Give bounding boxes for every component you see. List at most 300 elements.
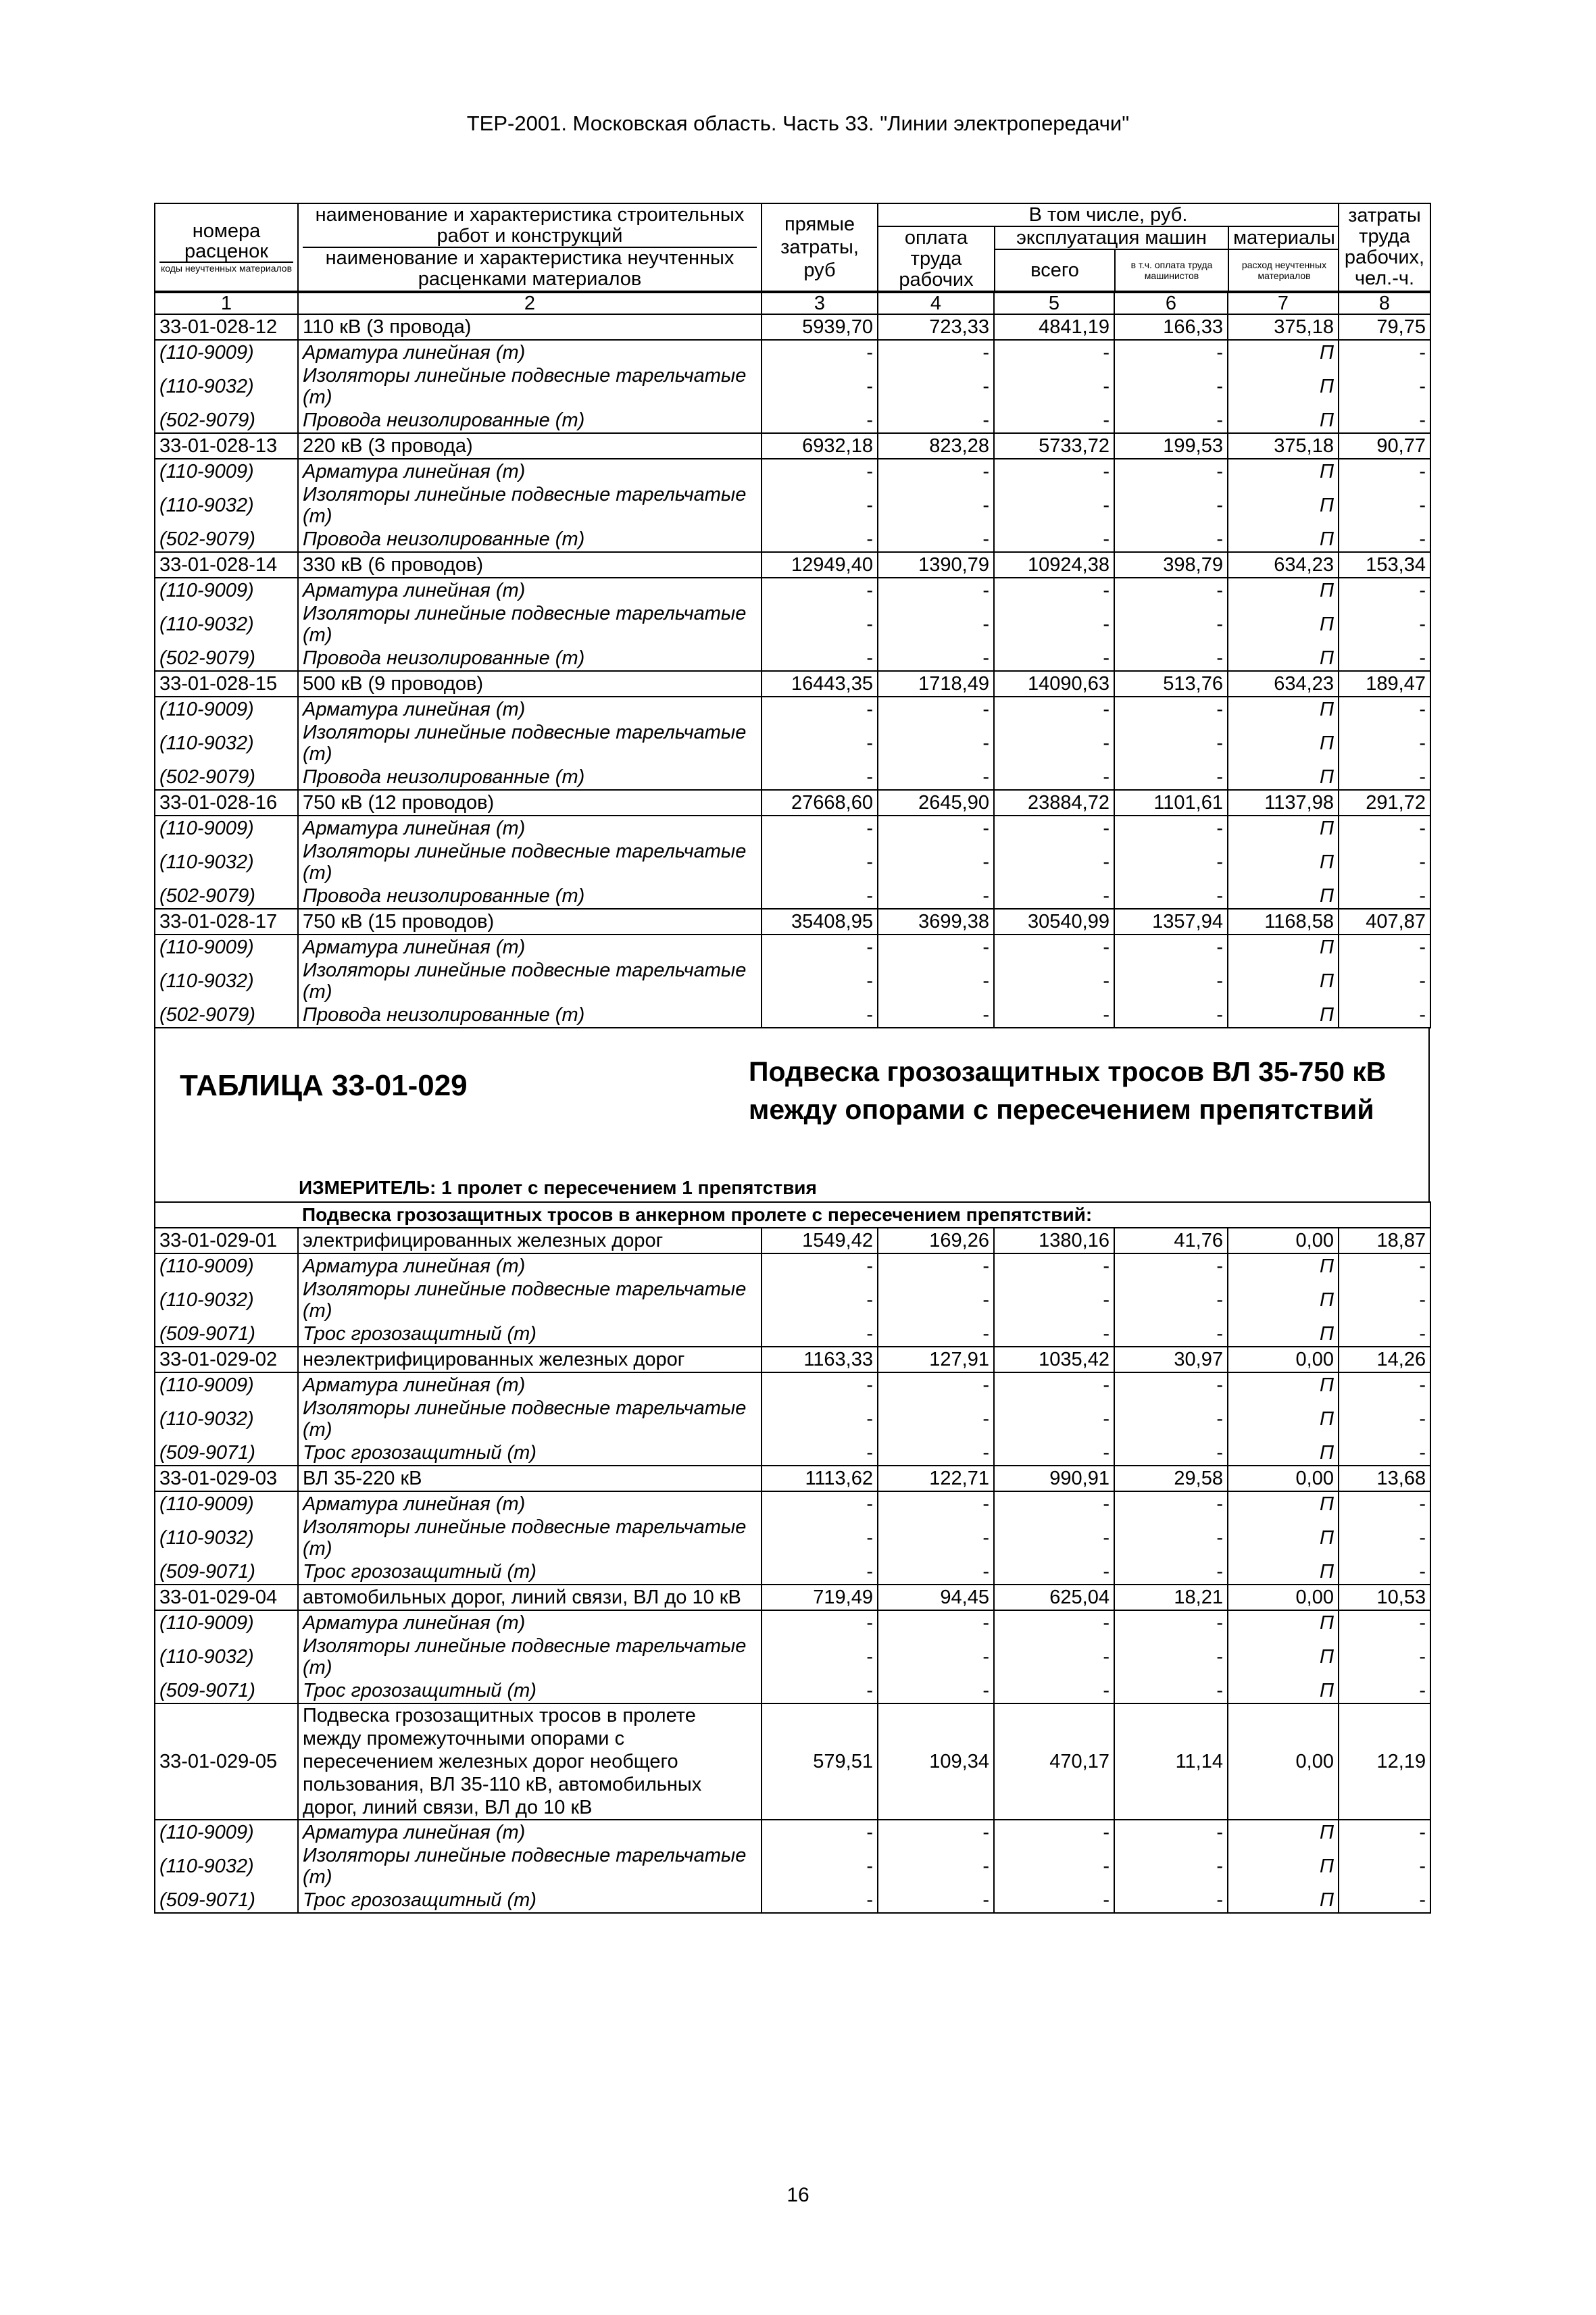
material-name: Провода неизолированные (т) bbox=[298, 1003, 762, 1028]
dash-cell: - bbox=[878, 816, 994, 841]
dash-cell: - bbox=[1339, 816, 1430, 841]
dash-cell: - bbox=[762, 1278, 878, 1322]
rate-row bbox=[155, 314, 1430, 340]
material-name: Арматура линейная (т) bbox=[298, 1372, 762, 1397]
material-name: Провода неизолированные (т) bbox=[298, 408, 762, 433]
rate-name: 110 кВ (3 провода) bbox=[298, 314, 762, 340]
material-row bbox=[155, 1516, 1430, 1560]
material-name: Провода неизолированные (т) bbox=[298, 765, 762, 790]
dash-cell: - bbox=[994, 484, 1114, 527]
material-name: Арматура линейная (т) bbox=[298, 1610, 762, 1635]
dash-cell: - bbox=[762, 484, 878, 527]
dash-cell: - bbox=[1339, 1253, 1430, 1278]
material-mark: П bbox=[1228, 1491, 1339, 1516]
material-name: Провода неизолированные (т) bbox=[298, 646, 762, 671]
dash-cell: - bbox=[762, 646, 878, 671]
dash-cell: - bbox=[878, 408, 994, 433]
material-name: Трос грозозащитный (т) bbox=[298, 1441, 762, 1466]
dash-cell: - bbox=[1339, 1003, 1430, 1028]
dash-cell: - bbox=[878, 1003, 994, 1028]
rate-code: 33-01-028-14 bbox=[155, 552, 298, 578]
dash-cell: - bbox=[1114, 1635, 1228, 1678]
table-description: Подвеска грозозащитных тросов ВЛ 35-750 кВ между опорами с пересечением препятствий bbox=[749, 1056, 1387, 1125]
dash-cell: - bbox=[1114, 1820, 1228, 1845]
dash-cell: - bbox=[994, 935, 1114, 960]
material-code: (502-9079) bbox=[155, 646, 298, 671]
column-numbers-row bbox=[155, 293, 1430, 314]
rate-value-c8: 291,72 bbox=[1339, 790, 1430, 816]
material-row bbox=[155, 1253, 1430, 1278]
rate-value-c3: 1113,62 bbox=[762, 1466, 878, 1491]
material-name: Трос грозозащитный (т) bbox=[298, 1678, 762, 1703]
dash-cell: - bbox=[994, 340, 1114, 365]
material-name: Арматура линейная (т) bbox=[298, 1820, 762, 1845]
material-code: (509-9071) bbox=[155, 1678, 298, 1703]
column-number: 5 bbox=[994, 293, 1114, 314]
rate-value-c4: 94,45 bbox=[878, 1585, 994, 1610]
dash-cell: - bbox=[1339, 408, 1430, 433]
material-row bbox=[155, 765, 1430, 790]
material-row bbox=[155, 960, 1430, 1003]
rate-value-c8: 407,87 bbox=[1339, 909, 1430, 935]
dash-cell: - bbox=[1114, 1845, 1228, 1888]
rate-name: электрифицированных железных дорог bbox=[298, 1228, 762, 1253]
material-mark: П bbox=[1228, 765, 1339, 790]
col-machines-total-header: всего bbox=[995, 249, 1115, 291]
rate-value-c3: 16443,35 bbox=[762, 671, 878, 697]
rate-name: 500 кВ (9 проводов) bbox=[298, 671, 762, 697]
material-mark: П bbox=[1228, 697, 1339, 722]
dash-cell: - bbox=[1339, 884, 1430, 909]
table-33-01-029 bbox=[154, 1201, 1431, 1914]
material-row bbox=[155, 459, 1430, 484]
material-mark: П bbox=[1228, 459, 1339, 484]
dash-cell: - bbox=[994, 1845, 1114, 1888]
dash-cell: - bbox=[1114, 1888, 1228, 1913]
rates-table bbox=[154, 203, 1430, 1914]
material-mark: П bbox=[1228, 1253, 1339, 1278]
dash-cell: - bbox=[994, 408, 1114, 433]
dash-cell: - bbox=[1339, 1372, 1430, 1397]
dash-cell: - bbox=[1114, 365, 1228, 408]
material-row bbox=[155, 1560, 1430, 1585]
dash-cell: - bbox=[762, 1397, 878, 1441]
material-code: (509-9071) bbox=[155, 1888, 298, 1913]
dash-cell: - bbox=[1339, 1560, 1430, 1585]
material-code: (110-9009) bbox=[155, 816, 298, 841]
rate-value-c5: 625,04 bbox=[994, 1585, 1114, 1610]
material-name: Арматура линейная (т) bbox=[298, 1491, 762, 1516]
material-row bbox=[155, 1372, 1430, 1397]
material-row bbox=[155, 646, 1430, 671]
dash-cell: - bbox=[878, 1635, 994, 1678]
dash-cell: - bbox=[994, 1516, 1114, 1560]
material-mark: П bbox=[1228, 1560, 1339, 1585]
material-mark: П bbox=[1228, 603, 1339, 646]
material-row bbox=[155, 484, 1430, 527]
header-table bbox=[154, 203, 1431, 292]
col-unaccounted-header: расход неучтенных материалов bbox=[1241, 259, 1327, 281]
material-name: Арматура линейная (т) bbox=[298, 697, 762, 722]
dash-cell: - bbox=[1114, 527, 1228, 552]
rate-value-c7: 634,23 bbox=[1228, 671, 1339, 697]
dash-cell: - bbox=[994, 365, 1114, 408]
rate-name: автомобильных дорог, линий связи, ВЛ до 10 кВ bbox=[298, 1585, 762, 1610]
dash-cell: - bbox=[762, 1322, 878, 1347]
material-name: Провода неизолированные (т) bbox=[298, 527, 762, 552]
rate-value-c8: 13,68 bbox=[1339, 1466, 1430, 1491]
material-code: (110-9032) bbox=[155, 365, 298, 408]
material-mark: П bbox=[1228, 841, 1339, 884]
dash-cell: - bbox=[1114, 841, 1228, 884]
rate-value-c3: 12949,40 bbox=[762, 552, 878, 578]
dash-cell: - bbox=[878, 1820, 994, 1845]
rate-code: 33-01-029-04 bbox=[155, 1585, 298, 1610]
dash-cell: - bbox=[878, 1516, 994, 1560]
dash-cell: - bbox=[878, 646, 994, 671]
dash-cell: - bbox=[878, 340, 994, 365]
dash-cell: - bbox=[1114, 765, 1228, 790]
dash-cell: - bbox=[762, 578, 878, 603]
material-row bbox=[155, 1397, 1430, 1441]
dash-cell: - bbox=[1114, 1560, 1228, 1585]
column-number: 6 bbox=[1114, 293, 1228, 314]
rate-code: 33-01-029-05 bbox=[155, 1703, 298, 1820]
col-direct-header: прямые затраты, руб bbox=[762, 203, 878, 291]
dash-cell: - bbox=[878, 1560, 994, 1585]
dash-cell: - bbox=[994, 527, 1114, 552]
dash-cell: - bbox=[762, 697, 878, 722]
rate-code: 33-01-028-12 bbox=[155, 314, 298, 340]
dash-cell: - bbox=[994, 1278, 1114, 1322]
rate-value-c6: 11,14 bbox=[1114, 1703, 1228, 1820]
dash-cell: - bbox=[1114, 884, 1228, 909]
dash-cell: - bbox=[762, 527, 878, 552]
dash-cell: - bbox=[878, 1278, 994, 1322]
dash-cell: - bbox=[878, 1888, 994, 1913]
rate-row bbox=[155, 909, 1430, 935]
material-code: (110-9032) bbox=[155, 1635, 298, 1678]
material-name: Трос грозозащитный (т) bbox=[298, 1888, 762, 1913]
material-code: (502-9079) bbox=[155, 527, 298, 552]
dash-cell: - bbox=[878, 578, 994, 603]
col-labor-hours-header: затраты труда рабочих, чел.-ч. bbox=[1339, 203, 1430, 291]
dash-cell: - bbox=[1114, 935, 1228, 960]
dash-cell: - bbox=[994, 603, 1114, 646]
rate-value-c6: 18,21 bbox=[1114, 1585, 1228, 1610]
material-name: Арматура линейная (т) bbox=[298, 1253, 762, 1278]
material-mark: П bbox=[1228, 340, 1339, 365]
rate-value-c6: 199,53 bbox=[1114, 433, 1228, 459]
material-mark: П bbox=[1228, 1820, 1339, 1845]
rate-value-c4: 127,91 bbox=[878, 1347, 994, 1372]
material-name: Арматура линейная (т) bbox=[298, 459, 762, 484]
dash-cell: - bbox=[1114, 960, 1228, 1003]
material-name: Изоляторы линейные подвесные тарельчатые (т) bbox=[298, 603, 762, 646]
dash-cell: - bbox=[762, 816, 878, 841]
dash-cell: - bbox=[878, 1397, 994, 1441]
rate-value-c4: 122,71 bbox=[878, 1466, 994, 1491]
rate-value-c4: 1390,79 bbox=[878, 552, 994, 578]
dash-cell: - bbox=[762, 1253, 878, 1278]
dash-cell: - bbox=[762, 459, 878, 484]
material-row bbox=[155, 1441, 1430, 1466]
dash-cell: - bbox=[994, 1372, 1114, 1397]
rate-value-c6: 29,58 bbox=[1114, 1466, 1228, 1491]
material-mark: П bbox=[1228, 1372, 1339, 1397]
rate-value-c7: 1168,58 bbox=[1228, 909, 1339, 935]
material-code: (110-9032) bbox=[155, 1397, 298, 1441]
dash-cell: - bbox=[994, 1610, 1114, 1635]
material-mark: П bbox=[1228, 1610, 1339, 1635]
dash-cell: - bbox=[994, 1253, 1114, 1278]
dash-cell: - bbox=[762, 960, 878, 1003]
dash-cell: - bbox=[1339, 1322, 1430, 1347]
dash-cell: - bbox=[994, 960, 1114, 1003]
material-row bbox=[155, 527, 1430, 552]
dash-cell: - bbox=[1339, 578, 1430, 603]
dash-cell: - bbox=[878, 365, 994, 408]
dash-cell: - bbox=[1114, 459, 1228, 484]
material-row bbox=[155, 1635, 1430, 1678]
rate-value-c7: 0,00 bbox=[1228, 1703, 1339, 1820]
col-name-header: наименование и характеристика строительных работ и конструкций наименование и характеристика неучтенных расценками материалов bbox=[298, 203, 762, 291]
dash-cell: - bbox=[994, 1441, 1114, 1466]
dash-cell: - bbox=[1114, 816, 1228, 841]
material-row bbox=[155, 841, 1430, 884]
dash-cell: - bbox=[762, 722, 878, 765]
dash-cell: - bbox=[994, 1322, 1114, 1347]
dash-cell: - bbox=[1339, 646, 1430, 671]
dash-cell: - bbox=[994, 1397, 1114, 1441]
material-name: Арматура линейная (т) bbox=[298, 578, 762, 603]
rate-value-c5: 470,17 bbox=[994, 1703, 1114, 1820]
material-row bbox=[155, 884, 1430, 909]
material-code: (110-9009) bbox=[155, 459, 298, 484]
dash-cell: - bbox=[994, 1820, 1114, 1845]
dash-cell: - bbox=[878, 459, 994, 484]
material-code: (502-9079) bbox=[155, 884, 298, 909]
material-code: (110-9032) bbox=[155, 603, 298, 646]
dash-cell: - bbox=[878, 1678, 994, 1703]
rate-value-c4: 2645,90 bbox=[878, 790, 994, 816]
dash-cell: - bbox=[1114, 1253, 1228, 1278]
rate-value-c5: 1380,16 bbox=[994, 1228, 1114, 1253]
rate-value-c3: 579,51 bbox=[762, 1703, 878, 1820]
dash-cell: - bbox=[878, 1491, 994, 1516]
dash-cell: - bbox=[762, 603, 878, 646]
rate-value-c7: 634,23 bbox=[1228, 552, 1339, 578]
column-number: 2 bbox=[298, 293, 762, 314]
rate-value-c5: 1035,42 bbox=[994, 1347, 1114, 1372]
material-code: (110-9009) bbox=[155, 1253, 298, 1278]
rate-value-c6: 398,79 bbox=[1114, 552, 1228, 578]
dash-cell: - bbox=[994, 1888, 1114, 1913]
col-materials-header: материалы bbox=[1228, 227, 1339, 249]
table-title: ТАБЛИЦА 33-01-029 bbox=[180, 1069, 468, 1102]
dash-cell: - bbox=[994, 1003, 1114, 1028]
dash-cell: - bbox=[994, 816, 1114, 841]
dash-cell: - bbox=[994, 578, 1114, 603]
dash-cell: - bbox=[1114, 578, 1228, 603]
rate-value-c8: 79,75 bbox=[1339, 314, 1430, 340]
dash-cell: - bbox=[762, 365, 878, 408]
dash-cell: - bbox=[762, 1610, 878, 1635]
dash-cell: - bbox=[1339, 1678, 1430, 1703]
dash-cell: - bbox=[762, 1516, 878, 1560]
material-name: Трос грозозащитный (т) bbox=[298, 1322, 762, 1347]
rate-code: 33-01-028-13 bbox=[155, 433, 298, 459]
rate-value-c8: 153,34 bbox=[1339, 552, 1430, 578]
dash-cell: - bbox=[1339, 1397, 1430, 1441]
dash-cell: - bbox=[762, 935, 878, 960]
dash-cell: - bbox=[1339, 1278, 1430, 1322]
rate-row bbox=[155, 1703, 1430, 1820]
dash-cell: - bbox=[1114, 1441, 1228, 1466]
dash-cell: - bbox=[1114, 1278, 1228, 1322]
rate-value-c8: 90,77 bbox=[1339, 433, 1430, 459]
dash-cell: - bbox=[1339, 935, 1430, 960]
column-number: 3 bbox=[762, 293, 878, 314]
rate-value-c5: 30540,99 bbox=[994, 909, 1114, 935]
dash-cell: - bbox=[878, 1253, 994, 1278]
material-code: (509-9071) bbox=[155, 1560, 298, 1585]
rate-value-c7: 0,00 bbox=[1228, 1347, 1339, 1372]
material-name: Изоляторы линейные подвесные тарельчатые (т) bbox=[298, 722, 762, 765]
rate-name: 750 кВ (12 проводов) bbox=[298, 790, 762, 816]
col-group-header: В том числе, руб. оплата труда рабочих эксплуатация машин материалы всего в т.ч. оплата труда машинистов расход неучтенных материалов bbox=[878, 203, 1339, 291]
dash-cell: - bbox=[762, 765, 878, 790]
material-row bbox=[155, 935, 1430, 960]
dash-cell: - bbox=[878, 603, 994, 646]
material-code: (110-9032) bbox=[155, 1516, 298, 1560]
material-name: Арматура линейная (т) bbox=[298, 816, 762, 841]
material-mark: П bbox=[1228, 1845, 1339, 1888]
dash-cell: - bbox=[1339, 960, 1430, 1003]
material-name: Изоляторы линейные подвесные тарельчатые (т) bbox=[298, 1516, 762, 1560]
rate-value-c4: 823,28 bbox=[878, 433, 994, 459]
material-code: (509-9071) bbox=[155, 1322, 298, 1347]
dash-cell: - bbox=[1339, 1635, 1430, 1678]
rate-name: Подвеска грозозащитных тросов в пролете между промежуточными опорами с пересечением железных дорог необщего пользования, ВЛ 35-110 кВ, автомобильных дорог, линий связи, ВЛ до 10 кВ bbox=[298, 1703, 762, 1820]
material-code: (110-9009) bbox=[155, 1820, 298, 1845]
dash-cell: - bbox=[1114, 1322, 1228, 1347]
dash-cell: - bbox=[878, 1441, 994, 1466]
col-machines-header: эксплуатация машин bbox=[995, 227, 1228, 249]
dash-cell: - bbox=[878, 527, 994, 552]
material-code: (502-9079) bbox=[155, 408, 298, 433]
dash-cell: - bbox=[1114, 1491, 1228, 1516]
page-header: ТЕР-2001. Московская область. Часть 33. "Линии электропередачи" bbox=[466, 111, 1130, 135]
rate-value-c6: 166,33 bbox=[1114, 314, 1228, 340]
dash-cell: - bbox=[762, 1635, 878, 1678]
dash-cell: - bbox=[1339, 1610, 1430, 1635]
rate-row bbox=[155, 552, 1430, 578]
dash-cell: - bbox=[762, 1678, 878, 1703]
dash-cell: - bbox=[762, 1845, 878, 1888]
dash-cell: - bbox=[994, 765, 1114, 790]
dash-cell: - bbox=[762, 1372, 878, 1397]
dash-cell: - bbox=[1339, 697, 1430, 722]
measure-row bbox=[154, 1177, 1430, 1201]
dash-cell: - bbox=[878, 765, 994, 790]
dash-cell: - bbox=[762, 1003, 878, 1028]
dash-cell: - bbox=[1114, 484, 1228, 527]
dash-cell: - bbox=[1114, 1397, 1228, 1441]
dash-cell: - bbox=[762, 340, 878, 365]
rate-value-c5: 10924,38 bbox=[994, 552, 1114, 578]
rate-value-c8: 10,53 bbox=[1339, 1585, 1430, 1610]
material-mark: П bbox=[1228, 484, 1339, 527]
dash-cell: - bbox=[762, 1820, 878, 1845]
material-mark: П bbox=[1228, 816, 1339, 841]
material-mark: П bbox=[1228, 1888, 1339, 1913]
rate-value-c3: 1163,33 bbox=[762, 1347, 878, 1372]
rate-value-c4: 1718,49 bbox=[878, 671, 994, 697]
dash-cell: - bbox=[994, 1635, 1114, 1678]
dash-cell: - bbox=[1339, 722, 1430, 765]
material-code: (110-9009) bbox=[155, 1610, 298, 1635]
material-mark: П bbox=[1228, 722, 1339, 765]
material-mark: П bbox=[1228, 578, 1339, 603]
dash-cell: - bbox=[1339, 484, 1430, 527]
rate-value-c7: 0,00 bbox=[1228, 1228, 1339, 1253]
dash-cell: - bbox=[762, 884, 878, 909]
dash-cell: - bbox=[1114, 1678, 1228, 1703]
dash-cell: - bbox=[762, 1491, 878, 1516]
material-name: Изоляторы линейные подвесные тарельчатые (т) bbox=[298, 1845, 762, 1888]
dash-cell: - bbox=[994, 1491, 1114, 1516]
material-name: Изоляторы линейные подвесные тарельчатые (т) bbox=[298, 841, 762, 884]
material-row bbox=[155, 1003, 1430, 1028]
material-row bbox=[155, 1888, 1430, 1913]
material-code: (110-9032) bbox=[155, 1845, 298, 1888]
material-mark: П bbox=[1228, 1322, 1339, 1347]
material-name: Арматура линейная (т) bbox=[298, 340, 762, 365]
material-code: (110-9009) bbox=[155, 578, 298, 603]
dash-cell: - bbox=[762, 841, 878, 884]
rate-code: 33-01-029-02 bbox=[155, 1347, 298, 1372]
rate-value-c6: 1357,94 bbox=[1114, 909, 1228, 935]
dash-cell: - bbox=[1339, 1516, 1430, 1560]
rate-value-c8: 14,26 bbox=[1339, 1347, 1430, 1372]
material-code: (110-9009) bbox=[155, 697, 298, 722]
dash-cell: - bbox=[762, 1441, 878, 1466]
dash-cell: - bbox=[1339, 1820, 1430, 1845]
rate-value-c4: 3699,38 bbox=[878, 909, 994, 935]
rate-value-c7: 375,18 bbox=[1228, 314, 1339, 340]
material-row bbox=[155, 1678, 1430, 1703]
col-code-header: номера расценок коды неучтенных материалов bbox=[155, 203, 298, 291]
material-row bbox=[155, 722, 1430, 765]
rate-value-c4: 723,33 bbox=[878, 314, 994, 340]
material-code: (110-9009) bbox=[155, 1491, 298, 1516]
material-name: Изоляторы линейные подвесные тарельчатые (т) bbox=[298, 484, 762, 527]
dash-cell: - bbox=[1114, 1610, 1228, 1635]
dash-cell: - bbox=[1339, 603, 1430, 646]
page-number: 16 bbox=[787, 2184, 809, 2206]
dash-cell: - bbox=[1339, 459, 1430, 484]
dash-cell: - bbox=[878, 1372, 994, 1397]
material-mark: П bbox=[1228, 1441, 1339, 1466]
material-row bbox=[155, 1491, 1430, 1516]
material-code: (110-9032) bbox=[155, 841, 298, 884]
dash-cell: - bbox=[1114, 697, 1228, 722]
material-name: Изоляторы линейные подвесные тарельчатые (т) bbox=[298, 1278, 762, 1322]
material-code: (110-9032) bbox=[155, 1278, 298, 1322]
rate-value-c3: 6932,18 bbox=[762, 433, 878, 459]
material-name: Изоляторы линейные подвесные тарельчатые (т) bbox=[298, 1635, 762, 1678]
